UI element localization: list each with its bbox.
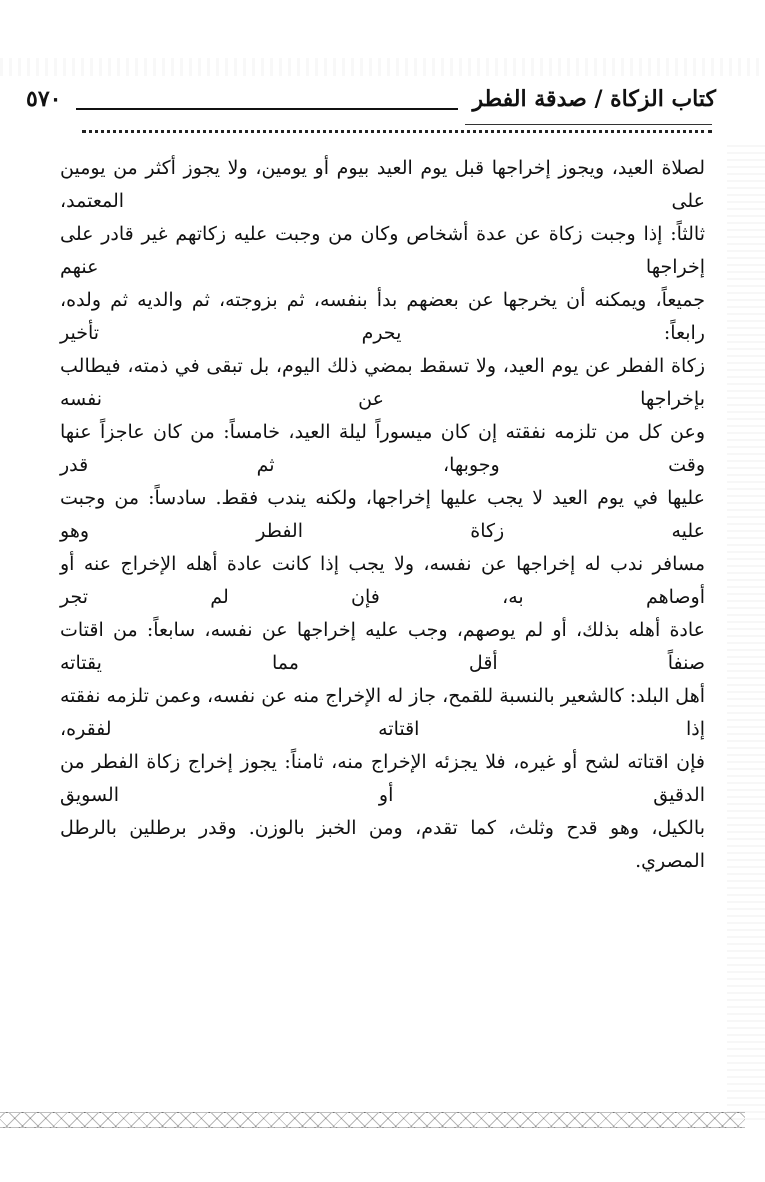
text-line: فإن اقتاته لشح أو غيره، فلا يجزئه الإخراج منه، ثامناً: يجوز إخراج زكاة الفطر من الدقيق أو السويق xyxy=(60,751,705,806)
text-line: مسافر ندب له إخراجها عن نفسه، ولا يجب إذا كانت عادة أهله الإخراج عنه أو أوصاهم به، فإن لم تجر xyxy=(60,553,705,608)
text-line: ثالثاً: إذا وجبت زكاة عن عدة أشخاص وكان من وجبت عليه زكاتهم غير قادر على إخراجها عنهم xyxy=(60,223,705,278)
header-underline xyxy=(465,124,712,125)
text-line: بالكيل، وهو قدح وثلث، كما تقدم، ومن الخبز بالوزن. وقدر برطلين بالرطل المصري. xyxy=(60,817,705,872)
running-title: كتاب الزكاة / صدقة الفطر xyxy=(472,86,716,112)
text-line: جميعاً، ويمكنه أن يخرجها عن بعضهم بدأ بنفسه، ثم بزوجته، ثم والديه ثم ولده، رابعاً: يحرم تأخير xyxy=(60,289,705,344)
scan-edge xyxy=(727,140,765,1120)
text-line: زكاة الفطر عن يوم العيد، ولا تسقط بمضي ذلك اليوم، بل تبقى في ذمته، فيطالب بإخراجها عن نفسه xyxy=(60,355,705,410)
header-rule xyxy=(76,108,458,110)
decorative-border xyxy=(0,1112,745,1128)
text-line: لصلاة العيد، ويجوز إخراجها قبل يوم العيد بيوم أو يومين، ولا يجوز أكثر من يومين على المعتمد، xyxy=(60,157,705,212)
text-line: عادة أهله بذلك، أو لم يوصهم، وجب عليه إخراجها عن نفسه، سابعاً: من اقتات صنفاً أقل مما يقتاته xyxy=(60,619,705,674)
text-line: عليها في يوم العيد لا يجب عليها إخراجها، ولكنه يندب فقط. سادساً: من وجبت عليه زكاة الفطر وهو xyxy=(60,487,705,542)
scan-noise xyxy=(0,58,765,76)
dotted-divider xyxy=(82,130,712,133)
page-number: ٥٧٠ xyxy=(26,86,62,112)
text-line: وعن كل من تلزمه نفقته إن كان ميسوراً ليلة العيد، خامساً: من كان عاجزاً عنها وقت وجوبها، ثم قدر xyxy=(60,421,705,476)
body-paragraph xyxy=(60,152,705,878)
page-header xyxy=(26,86,716,126)
text-line: أهل البلد: كالشعير بالنسبة للقمح، جاز له الإخراج منه عن نفسه، وعمن تلزمه نفقته إذا اقتاته لفقره، xyxy=(60,685,705,740)
